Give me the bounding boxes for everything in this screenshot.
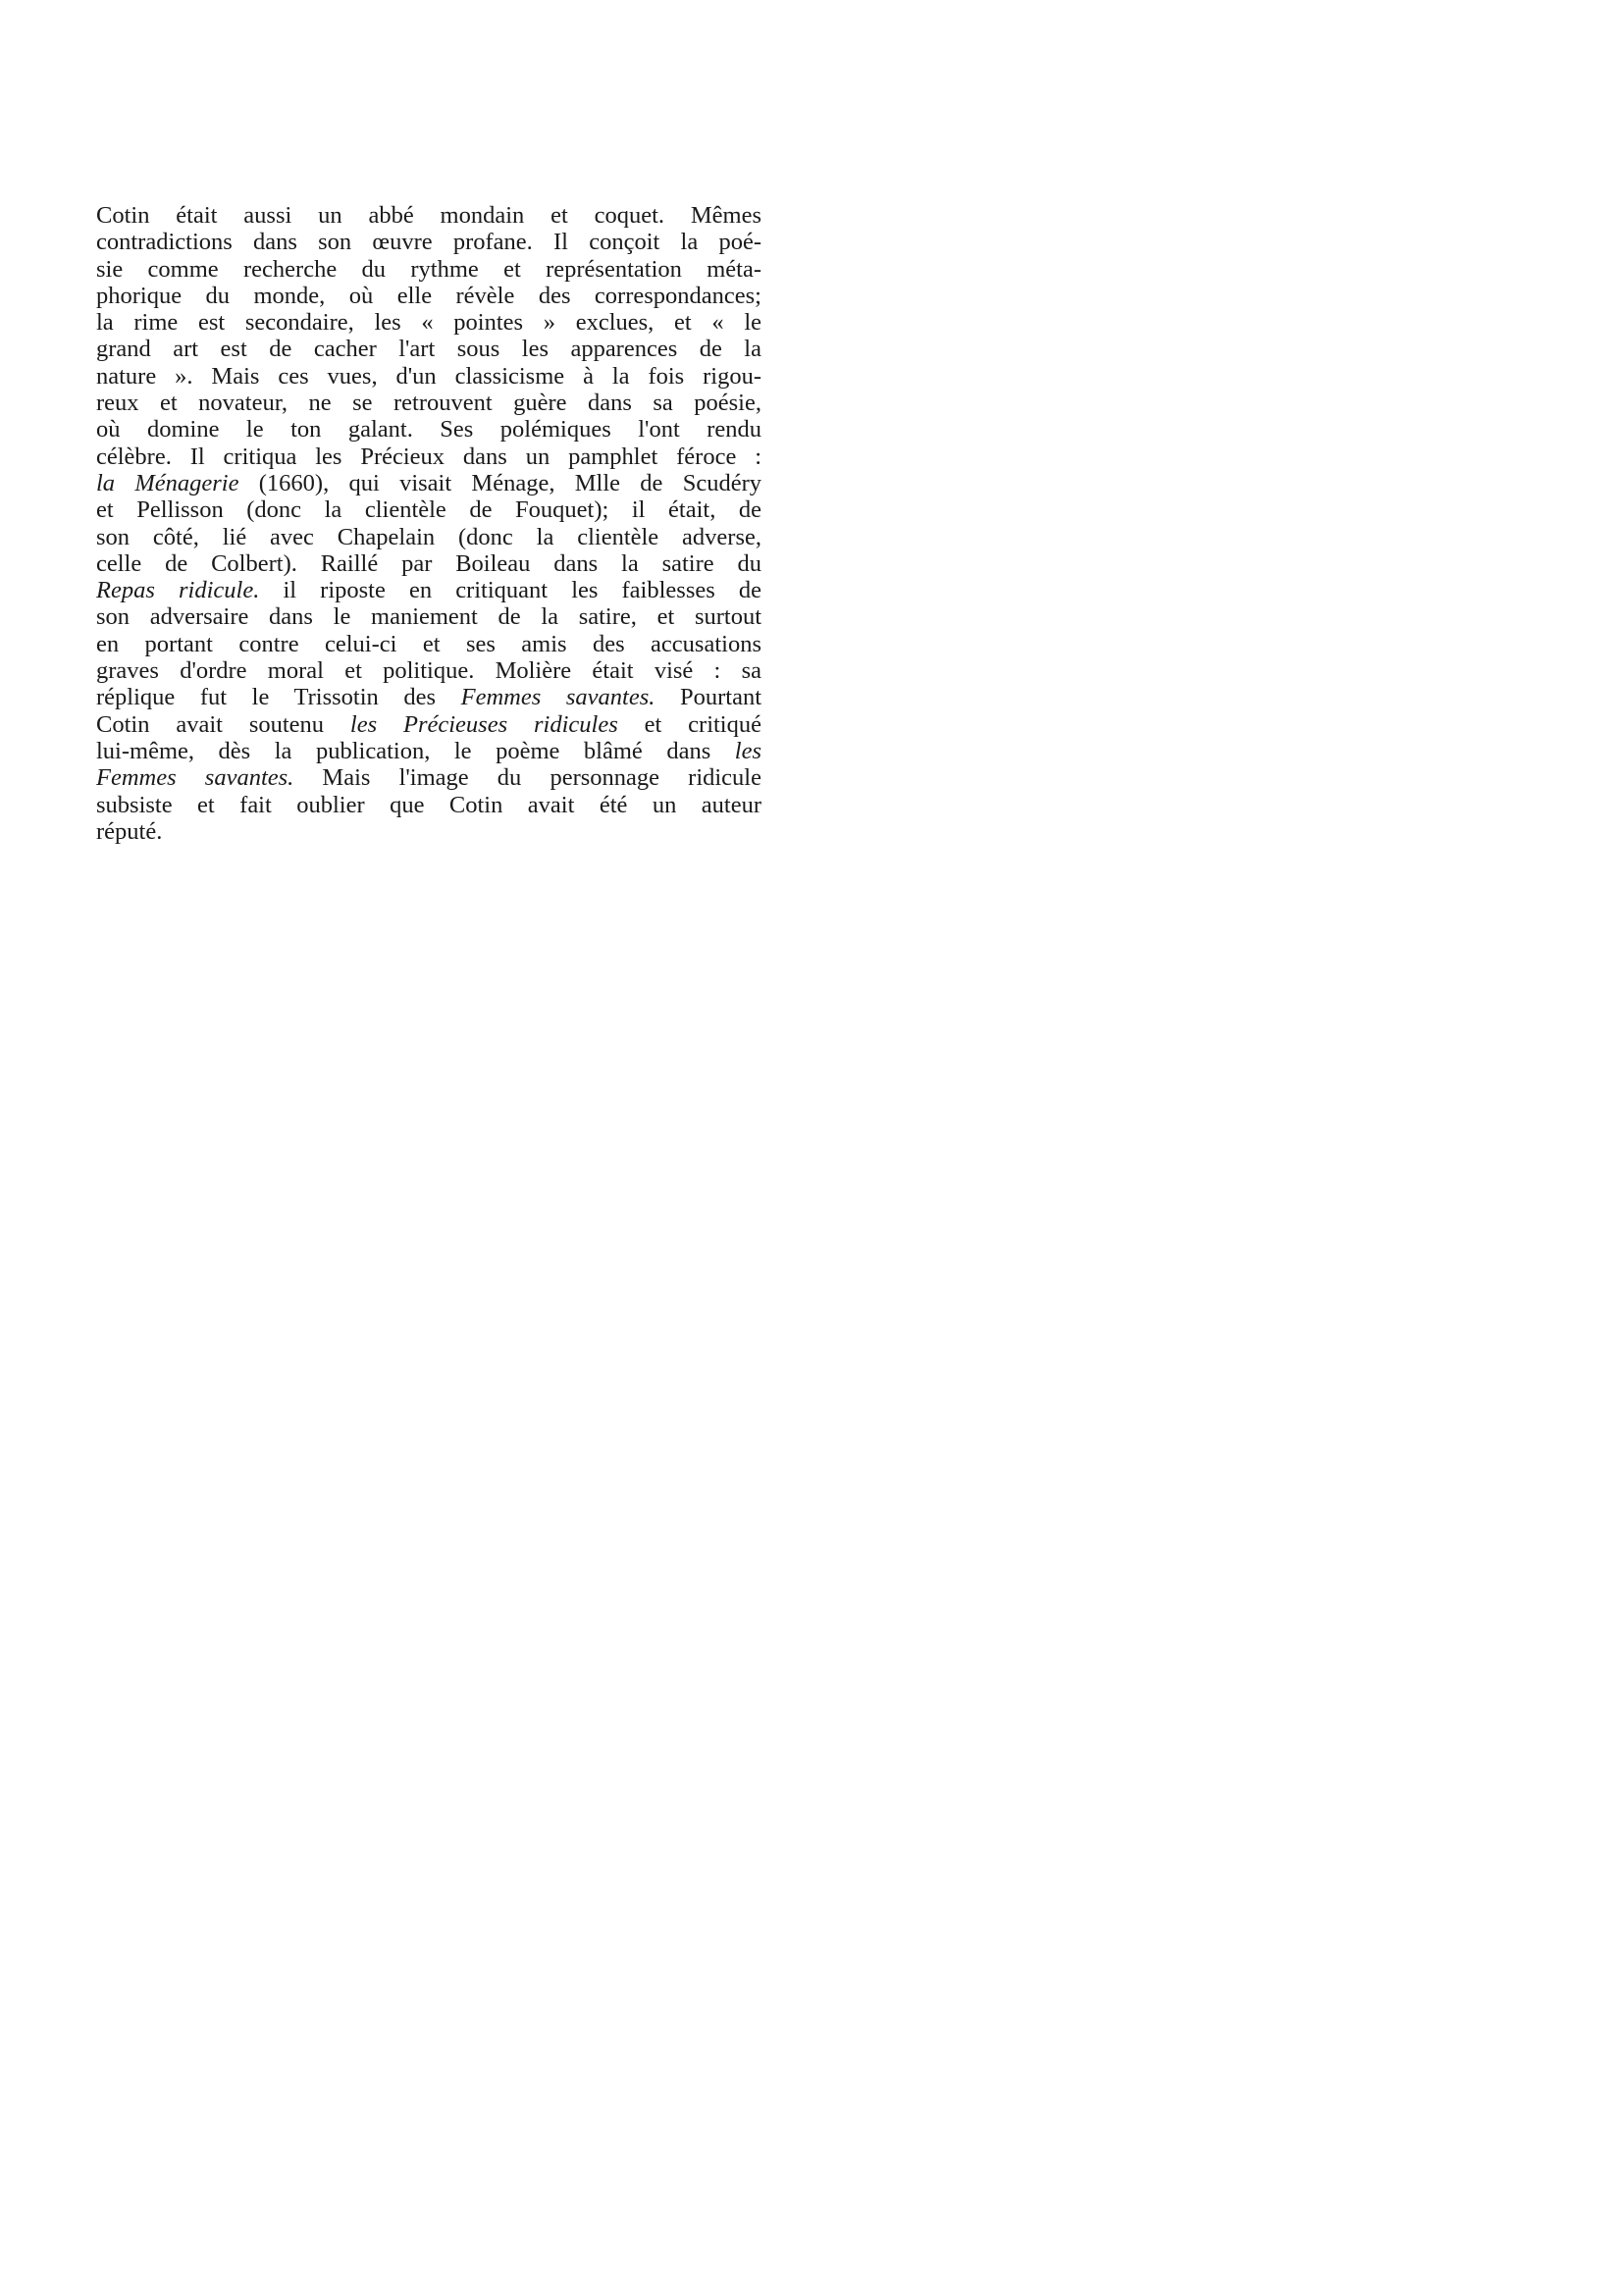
text-line [96,792,761,818]
text-line [96,443,761,470]
text-segment: lui-même, dès la publication, le poème blâmé dans [96,737,735,764]
text-line [96,470,761,496]
italic-text-segment: Femmes savantes. [96,764,294,792]
text-segment: où domine le ton galant. Ses polémiques l'ont rendu [96,416,761,443]
text-line [96,711,761,738]
text-segment: réplique fut le Trissotin des [96,684,461,711]
italic-text-segment: Femmes savantes. [460,684,655,711]
text-line [96,764,761,791]
italic-text-segment: la Ménagerie [96,469,239,496]
text-segment: phorique du monde, où elle révèle des correspondances; [96,282,761,309]
text-segment: célèbre. Il critiqua les Précieux dans un pamphlet féroce : [96,443,761,470]
text-line [96,631,761,657]
text-segment: contradictions dans son œuvre profane. Il conçoit la poé- [96,229,761,256]
text-column [96,202,761,845]
text-line [96,336,761,362]
text-segment: subsiste et fait oublier que Cotin avait été un auteur [96,791,761,818]
text-segment: celle de Colbert). Raillé par Boileau dans la satire du [96,549,761,577]
text-segment: grand art est de cacher l'art sous les apparences de la [96,336,761,363]
text-segment: la rime est secondaire, les « pointes » exclues, et « le [96,309,761,337]
text-line [96,283,761,309]
text-segment: en portant contre celui-ci et ses amis des accusations [96,630,761,657]
italic-text-segment: les [734,737,761,764]
text-segment: reux et novateur, ne se retrouvent guère dans sa poésie, [96,390,761,417]
text-segment: Pourtant [655,684,761,711]
text-line [96,390,761,416]
text-segment: (1660), qui visait Ménage, Mlle de Scudéry [238,469,761,496]
text-line [96,818,761,845]
text-line [96,256,761,283]
text-segment: réputé. [96,817,163,845]
text-segment: nature ». Mais ces vues, d'un classicisme à la fois rigou- [96,362,761,390]
text-line [96,684,761,710]
text-line [96,577,761,603]
text-line [96,738,761,764]
text-segment: et critiqué [617,710,761,738]
text-segment: sie comme recherche du rythme et représentation méta- [96,255,761,283]
text-segment: graves d'ordre moral et politique. Molière était visé : sa [96,657,761,685]
text-line [96,524,761,550]
text-segment: Mais l'image du personnage ridicule [293,764,761,792]
text-line [96,550,761,577]
text-segment: Cotin avait soutenu [96,710,350,738]
text-segment: il riposte en critiquant les faiblesses de [259,577,761,604]
text-line [96,309,761,336]
text-line [96,229,761,255]
italic-text-segment: Repas ridicule. [96,577,260,604]
text-line [96,363,761,390]
text-segment: Cotin était aussi un abbé mondain et coquet. Mêmes [96,202,761,229]
italic-text-segment: les Précieuses ridicules [349,710,618,738]
text-line [96,496,761,523]
text-line [96,657,761,684]
text-line [96,416,761,443]
text-segment: et Pellisson (donc la clientèle de Fouquet); il était, de [96,496,761,524]
text-line [96,603,761,630]
text-segment: son adversaire dans le maniement de la satire, et surtout [96,603,761,631]
text-segment: son côté, lié avec Chapelain (donc la clientèle adverse, [96,523,761,550]
text-line [96,202,761,229]
